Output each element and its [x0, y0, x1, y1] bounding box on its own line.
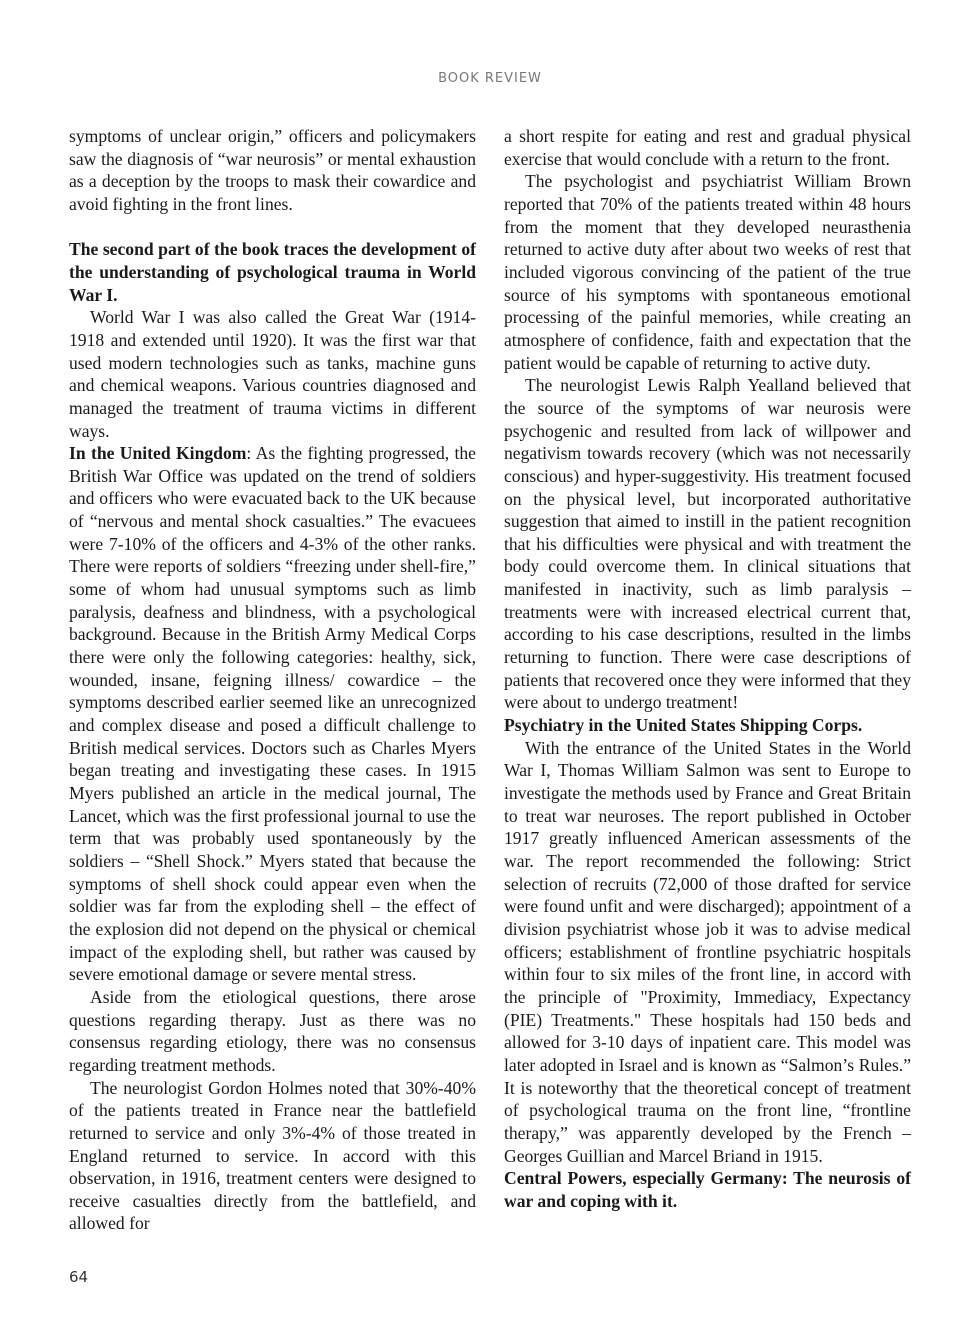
paragraph: symptoms of unclear origin,” officers and policymakers saw the diagnosis of “war neurosis” or mental exhaustion as a deception by the troops to mask their cowardice and avoid fighting in the front lines.: [69, 126, 476, 214]
paragraph: The neurologist Lewis Ralph Yealland believed that the source of the symptoms of war neurosis were psychogenic and resulted from lack of willpower and negativism towards recovery (which was not necessarily conscious) and hyper-suggestivity. His treatment focused on the physical level, but incorporated authoritative suggestion that aimed to instill in the patient recognition that his difficulties were physical and with treatment the body could overcome them. In clinical situations that manifested in inactivity, such as limb paralysis – treatments were with increased electrical current that, according to his case descriptions, resulted in the limbs returning to function. There were case descriptions of patients that recovered once they were informed that they were about to undergo treatment!: [504, 375, 911, 713]
section-heading: Psychiatry in the United States Shipping Corps.: [504, 715, 863, 736]
paragraph: Aside from the etiological questions, there arose questions regarding therapy. Just as there was no consensus regarding etiology, there was no consensus regarding treatment methods.: [69, 986, 476, 1075]
paragraph: The neurologist Gordon Holmes noted that 30%-40% of the patients treated in France near the battlefield returned to service and only 3%-4% of those treated in England returned to service. In accord with this observation, in 1916, treatment centers were designed to receive casualties directly from the battlefield, and allowed for: [69, 1077, 476, 1234]
running-header: BOOK REVIEW: [438, 71, 542, 86]
paragraph: World War I was also called the Great War (1914-1918 and extended until 1920). It was the first war that used modern technologies such as tanks, machine guns and chemical weapons. Various countries diagnosed and managed the treatment of trauma victims in different ways.: [69, 307, 476, 441]
paragraph-text: : As the fighting progressed, the British War Office was updated on the trend of soldiers and officers who were evacuated back to the UK because of “nervous and mental shock casualties.” The evacuees were 7-10% of the officers and 4-3% of the other ranks. There were reports of soldiers “freezing under shell-fire,” some of whom had unusual symptoms such as limb paralysis, deafness and blindness, with a psychological background. Because in the British Army Medical Corps there were only the following categories: healthy, sick, wounded, insane, feigning illness/ cowardice – the symptoms described earlier seemed like an unrecognized and complex disease and posed a difficult challenge to British medical services. Doctors such as Charles Myers began treating and investigating these cases. In 1915 Myers published an article in the medical journal, The Lancet, which was the first professional journal to use the term that was probably used spontaneously by the soldiers – “Shell Shock.” Myers stated that because the symptoms of shell shock could appear even when the soldier was far from the exploding shell – the effect of the explosion did not depend on the physical or chemical impact of the exploding shell, but rather was caused by severe emotional damage or severe mental stress.: [69, 443, 476, 985]
paragraph: The psychologist and psychiatrist William Brown reported that 70% of the patients treated within 48 hours from the moment that they developed neurasthenia returned to active duty after about two weeks of rest that included vigorous convincing of the patient of the true source of his symptoms with spontaneous emotional processing of the painful memories, while creating an atmosphere of confidence, faith and expectation that the patient would be capable of returning to active duty.: [504, 171, 911, 373]
paragraph: With the entrance of the United States in the World War I, Thomas William Salmon was sent to Europe to investigate the methods used by France and Great Britain to treat war neuroses. The report published in October 1917 greatly influenced American assessments of the war. The report recommended the following: Strict selection of recruits (72,000 of those drafted for service were found unfit and were discharged); appointment of a division psychiatrist whose job it was to advise medical officers; establishment of frontline psychiatric hospitals within four to six miles of the front line, in accord with the principle of "Proximity, Immediacy, Expectancy (PIE) Treatments." These hospitals had 150 beds and allowed for 3-10 days of inpatient care. This model was later adopted in Israel and is known as “Salmon’s Rules.” It is noteworthy that the theoretical concept of treatment of psychological trauma on the front line, “frontline therapy,” was apparently developed by the French – Georges Guillian and Marcel Briand in 1915.: [504, 737, 911, 1166]
section-heading: Central Powers, especially Germany: The neurosis of war and coping with it.: [504, 1168, 911, 1211]
section-heading: The second part of the book traces the development of the understanding of psychological trauma in World War I.: [69, 239, 476, 305]
page-number: 64: [69, 1268, 89, 1286]
right-column: [504, 125, 911, 1213]
paragraph: a short respite for eating and rest and gradual physical exercise that would conclude with a return to the front.: [504, 126, 911, 169]
paragraph-uk: [69, 442, 476, 986]
run-in-heading: In the United Kingdom: [69, 443, 247, 464]
left-column: [69, 125, 476, 1235]
